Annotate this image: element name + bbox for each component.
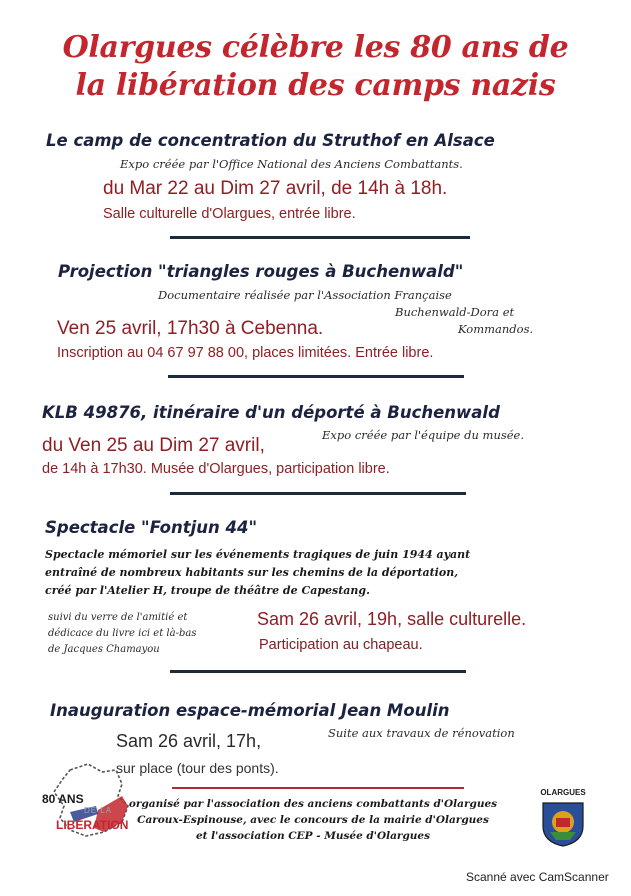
logo-line3: LIBÉRATION	[56, 818, 129, 832]
event2-subtitle1: Documentaire réalisée par l'Association Française	[158, 288, 452, 302]
event2-info: Inscription au 04 67 97 88 00, places limitées. Entrée libre.	[57, 345, 434, 361]
event3-subtitle: Expo créée par l'équipe du musée.	[322, 428, 525, 442]
event5-heading: Inauguration espace-mémorial Jean Moulin	[50, 701, 450, 720]
event4-heading: Spectacle "Fontjun 44"	[45, 518, 258, 537]
divider-5	[172, 787, 464, 789]
footer-line3: et l'association CEP - Musée d'Olargues	[195, 830, 431, 842]
event4-desc1: Spectacle mémoriel sur les événements tragiques de juin 1944 ayant	[45, 548, 471, 561]
event1-heading: Le camp de concentration du Struthof en Alsace	[46, 131, 495, 150]
event3-place: de 14h à 17h30. Musée d'Olargues, participation libre.	[42, 461, 390, 477]
event4-desc3: créé par l'Atelier H, troupe de théâtre de Capestang.	[45, 584, 370, 597]
event5-dates: Sam 26 avril, 17h,	[116, 731, 262, 751]
scan-note: Scanné avec CamScanner	[466, 870, 609, 884]
event4-aside3: de Jacques Chamayou	[48, 644, 160, 655]
logo-line2: DE LA	[84, 806, 113, 815]
olargues-crest	[532, 788, 594, 850]
coat-of-arms-icon	[540, 800, 586, 848]
event2-dates: Ven 25 avril, 17h30 à Cebenna.	[57, 318, 324, 339]
divider-4	[170, 670, 466, 673]
event4-aside1: suivi du verre de l'amitié et	[48, 612, 188, 623]
event2-subtitle2: Buchenwald-Dora et	[395, 305, 515, 319]
crest-label: OLARGUES	[540, 788, 586, 797]
event4-dates: Sam 26 avril, 19h, salle culturelle.	[257, 609, 527, 629]
divider-2	[168, 375, 464, 378]
liberation-logo	[40, 762, 140, 842]
event2-heading: Projection "triangles rouges à Buchenwald"	[58, 262, 464, 281]
event1-dates: du Mar 22 au Dim 27 avril, de 14h à 18h.	[103, 178, 448, 199]
poster-title-line1: Olargues célèbre les 80 ans de	[62, 30, 569, 65]
event4-desc2: entraîné de nombreux habitants sur les chemins de la déportation,	[45, 566, 459, 579]
footer-line2: Caroux-Espinouse, avec le concours de la mairie d'Olargues	[137, 814, 489, 826]
event4-info: Participation au chapeau.	[259, 637, 423, 653]
divider-1	[170, 236, 470, 239]
event4-aside2: dédicace du livre ici et là-bas	[48, 628, 197, 639]
divider-3	[170, 492, 466, 495]
event5-subtitle: Suite aux travaux de rénovation	[328, 726, 515, 740]
event2-subtitle3: Kommandos.	[458, 322, 534, 336]
logo-line1: 80 ANS	[42, 792, 84, 806]
event1-subtitle: Expo créée par l'Office National des Anciens Combattants.	[120, 157, 463, 171]
event5-place: sur place (tour des ponts).	[116, 760, 279, 776]
event3-dates: du Ven 25 au Dim 27 avril,	[42, 435, 265, 456]
event3-heading: KLB 49876, itinéraire d'un déporté à Buchenwald	[42, 403, 500, 422]
event1-place: Salle culturelle d'Olargues, entrée libre.	[103, 206, 356, 222]
footer-line1: organisé par l'association des anciens combattants d'Olargues	[128, 798, 498, 810]
poster-title-line2: la libération des camps nazis	[75, 68, 556, 103]
